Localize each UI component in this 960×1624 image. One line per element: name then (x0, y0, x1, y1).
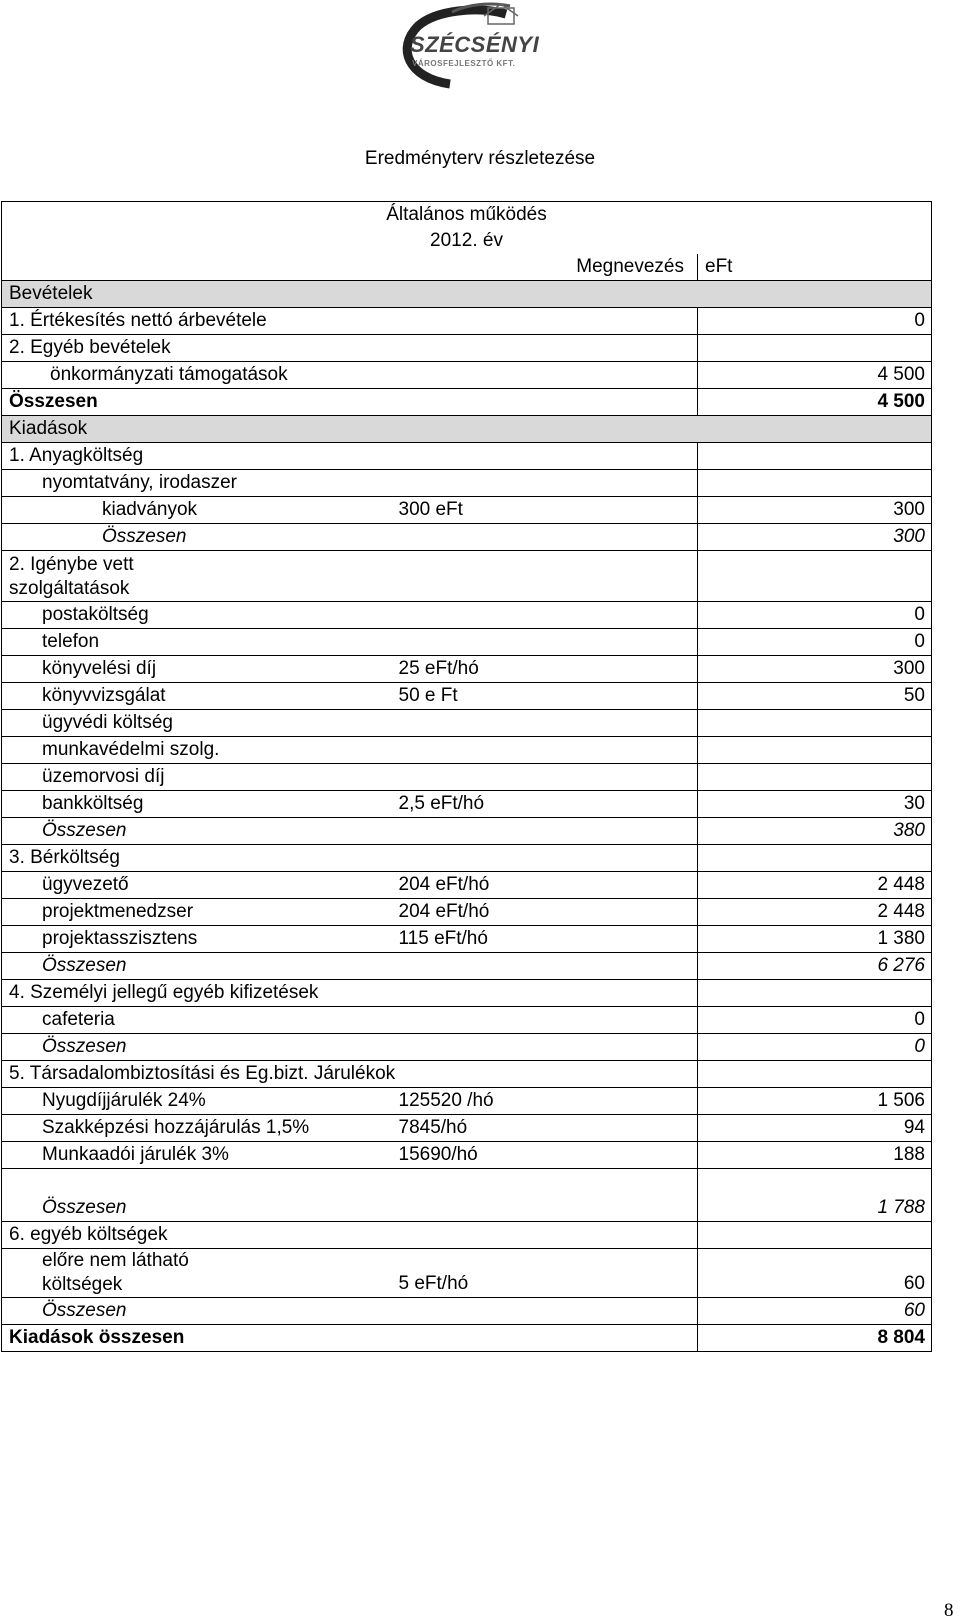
row-label (2, 551, 698, 602)
row-label: nyomtatvány, irodaszer (2, 470, 698, 497)
row-label: munkavédelmi szolg. (2, 737, 394, 764)
row-label: kiadványok (2, 497, 394, 524)
year-heading: 2012. év (2, 228, 932, 254)
subtotal-row (2, 524, 932, 551)
table-row (2, 1115, 932, 1142)
header-row-year (2, 228, 932, 254)
row-rate: 204 eFt/hó (394, 899, 698, 926)
row-label: postaköltség (2, 602, 394, 629)
row-value: 94 (698, 1115, 932, 1142)
table-row (2, 470, 932, 497)
row-rate: 15690/hó (394, 1142, 698, 1169)
subtotal-row (2, 1169, 932, 1222)
table-row (2, 629, 932, 656)
row-label: 6. egyéb költségek (2, 1222, 698, 1249)
row-value: 300 (698, 524, 932, 551)
row-label: 5. Társadalombiztosítási és Eg.bizt. Járulékok (2, 1061, 698, 1088)
row-rate (394, 629, 698, 656)
row-value: 300 (698, 656, 932, 683)
row-rate: 204 eFt/hó (394, 872, 698, 899)
row-label: 1. Anyagköltség (2, 443, 698, 470)
row-label: telefon (2, 629, 394, 656)
row-label: Szakképzési hozzájárulás 1,5% (2, 1115, 394, 1142)
row-value: 0 (698, 1007, 932, 1034)
row-rate: 125520 /hó (394, 1088, 698, 1115)
table-row (2, 791, 932, 818)
row-value: 0 (698, 602, 932, 629)
row-label: Összesen (2, 389, 698, 416)
other-item-line1: előre nem látható (42, 1250, 189, 1271)
row-value: 0 (698, 308, 932, 335)
row-label: Munkaadói járulék 3% (2, 1142, 394, 1169)
row-label: bankköltség (2, 791, 394, 818)
services-heading-line2: szolgáltatások (9, 578, 130, 599)
row-value: 2 448 (698, 899, 932, 926)
table-row (2, 683, 932, 710)
income-statement-table (1, 201, 932, 1352)
row-label: projektmenedzser (2, 899, 394, 926)
subtotal-row (2, 818, 932, 845)
row-value: 1 380 (698, 926, 932, 953)
row-label: 4. Személyi jellegű egyéb kifizetések (2, 980, 698, 1007)
company-logo (388, 0, 568, 100)
table-row (2, 308, 932, 335)
table-row (2, 845, 932, 872)
row-value: 188 (698, 1142, 932, 1169)
row-label: Összesen (2, 524, 698, 551)
revenue-title: Bevételek (2, 281, 932, 308)
section-heading: Általános működés (2, 202, 932, 229)
table-row (2, 602, 932, 629)
table-row (2, 1249, 932, 1298)
row-rate: 300 eFt (394, 497, 698, 524)
grand-total-row (2, 1325, 932, 1352)
table-row (2, 1088, 932, 1115)
row-label (2, 1249, 394, 1298)
table-row (2, 335, 932, 362)
row-value (698, 764, 932, 791)
svg-text:SZÉCSÉNYI: SZÉCSÉNYI (410, 32, 540, 57)
row-label: 3. Bérköltség (2, 845, 698, 872)
revenue-total-row (2, 389, 932, 416)
row-label: Összesen (2, 1298, 698, 1325)
table-row (2, 710, 932, 737)
table-row (2, 1142, 932, 1169)
row-value: 300 (698, 497, 932, 524)
revenue-section-row (2, 281, 932, 308)
row-label: könyvelési díj (2, 656, 394, 683)
row-value: 4 500 (698, 362, 932, 389)
row-value: 1 506 (698, 1088, 932, 1115)
row-value: 30 (698, 791, 932, 818)
row-rate: 25 eFt/hó (394, 656, 698, 683)
table-row (2, 497, 932, 524)
row-label: ügyvédi költség (2, 710, 394, 737)
table-row (2, 362, 932, 389)
row-label: Kiadások összesen (2, 1325, 698, 1352)
table-row (2, 899, 932, 926)
row-rate: 115 eFt/hó (394, 926, 698, 953)
unit-column-header: eFt (698, 254, 932, 281)
row-label: Összesen (2, 1169, 698, 1222)
table-row (2, 737, 932, 764)
row-label: projektasszisztens (2, 926, 394, 953)
row-label: Nyugdíjjárulék 24% (2, 1088, 394, 1115)
row-value (698, 737, 932, 764)
row-label: Összesen (2, 1034, 698, 1061)
row-value: 50 (698, 683, 932, 710)
row-value: 1 788 (698, 1169, 932, 1222)
row-label: önkormányzati támogatások (2, 362, 698, 389)
table-row (2, 1007, 932, 1034)
table-row (2, 1222, 932, 1249)
row-rate: 5 eFt/hó (394, 1249, 698, 1298)
row-label: könyvvizsgálat (2, 683, 394, 710)
row-value: 4 500 (698, 389, 932, 416)
table-row (2, 926, 932, 953)
row-label: 2. Egyéb bevételek (2, 335, 698, 362)
row-rate: 2,5 eFt/hó (394, 791, 698, 818)
row-label: 1. Értékesítés nettó árbevétele (2, 308, 698, 335)
page-number: 8 (944, 1600, 954, 1621)
row-rate (394, 710, 698, 737)
row-label: cafeteria (2, 1007, 698, 1034)
row-value: 0 (698, 1034, 932, 1061)
services-heading-line1: 2. Igénybe vett (9, 554, 134, 575)
subtotal-row (2, 953, 932, 980)
row-label: Összesen (2, 953, 698, 980)
row-value: 60 (698, 1298, 932, 1325)
subtotal-row (2, 1298, 932, 1325)
table-row (2, 872, 932, 899)
document-title: Eredményterv részletezése (364, 148, 596, 169)
row-rate (394, 737, 698, 764)
subtotal-row (2, 1034, 932, 1061)
header-row-section (2, 202, 932, 229)
row-label: ügyvezető (2, 872, 394, 899)
name-column-header: Megnevezés (2, 254, 698, 281)
row-value: 60 (698, 1249, 932, 1298)
row-rate (394, 764, 698, 791)
row-label: Összesen (2, 818, 698, 845)
table-row (2, 443, 932, 470)
row-value: 380 (698, 818, 932, 845)
expenses-title: Kiadások (2, 416, 932, 443)
svg-text:VÁROSFEJLESZTŐ KFT.: VÁROSFEJLESZTŐ KFT. (412, 59, 516, 68)
row-value: 2 448 (698, 872, 932, 899)
header-row-columns (2, 254, 932, 281)
row-rate: 7845/hó (394, 1115, 698, 1142)
row-value: 6 276 (698, 953, 932, 980)
row-rate: 50 e Ft (394, 683, 698, 710)
expenses-section-row (2, 416, 932, 443)
row-value (698, 710, 932, 737)
table-row (2, 764, 932, 791)
table-row (2, 656, 932, 683)
other-item-line2: költségek (42, 1274, 123, 1295)
row-rate (394, 602, 698, 629)
table-row (2, 551, 932, 602)
table-row (2, 980, 932, 1007)
table-row (2, 1061, 932, 1088)
row-label: üzemorvosi díj (2, 764, 394, 791)
row-value: 0 (698, 629, 932, 656)
row-value: 8 804 (698, 1325, 932, 1352)
